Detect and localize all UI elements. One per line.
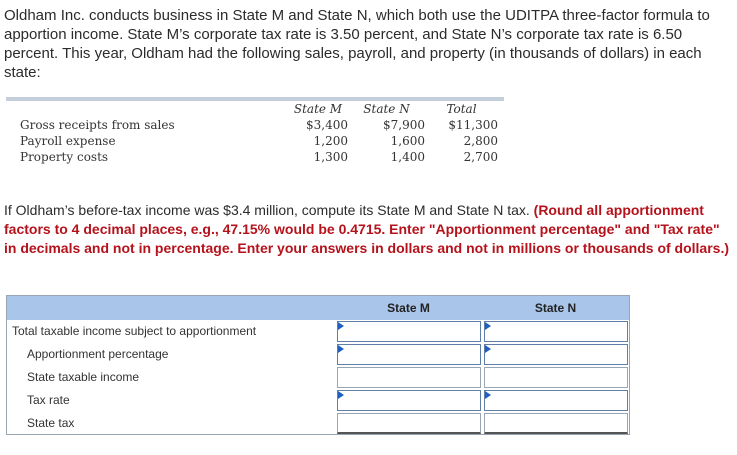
table-row: [6, 117, 504, 133]
total-taxable-income-state-m-input[interactable]: [337, 321, 481, 342]
state-taxable-income-state-n-cell: [484, 367, 628, 388]
cell-total: 2,800: [463, 134, 498, 148]
table-row: [6, 133, 504, 149]
row-label: Payroll expense: [20, 134, 116, 148]
state-taxable-income-state-m-cell: [337, 367, 481, 388]
cell-state-n: $7,900: [383, 118, 425, 132]
input-field[interactable]: [338, 391, 480, 410]
table-row: [6, 149, 504, 165]
computed-field: [338, 414, 480, 432]
row-label: Gross receipts from sales: [20, 118, 175, 132]
answer-col-header-state-n: State N: [534, 301, 577, 315]
cell-state-n: 1,400: [390, 150, 425, 164]
row-label: Tax rate: [27, 393, 70, 407]
apportionment-percentage-state-n-input[interactable]: [484, 344, 628, 365]
col-header-total: Total: [446, 102, 477, 116]
state-tax-state-m-cell: [337, 413, 481, 434]
answer-col-header-state-m: State M: [387, 301, 430, 315]
cell-total: $11,300: [448, 118, 498, 132]
apportionment-percentage-state-m-input[interactable]: [337, 344, 481, 365]
sales-payroll-property-table: [6, 97, 504, 165]
computed-field: [485, 368, 627, 387]
question-text: [4, 201, 734, 258]
row-label: State taxable income: [27, 370, 140, 384]
question-prompt: If Oldham’s before-tax income was $3.4 million, compute its State M and State N tax.: [4, 202, 534, 218]
row-label: Total taxable income subject to apportionment: [12, 324, 257, 338]
tax-rate-state-n-input[interactable]: [484, 390, 628, 411]
answer-table: [6, 295, 630, 435]
cell-state-m: 1,300: [313, 150, 348, 164]
answer-table-header: [7, 296, 629, 320]
cell-state-n: 1,600: [390, 134, 425, 148]
input-field[interactable]: [485, 345, 627, 364]
answer-row-state-tax: [7, 412, 629, 435]
rounding-instruction: (Round all apportionment factors to 4 decimal places, e.g., 47.15% would be 0.4715. Enter "Apportionment percentage" and "Tax rate" in decimals and not in percentage. Enter your answers in dollars and not in millions or thousands of dollars.): [4, 202, 730, 256]
total-taxable-income-state-n-input[interactable]: [484, 321, 628, 342]
answer-row-tax-rate: [7, 389, 629, 412]
row-label: Apportionment percentage: [27, 347, 169, 361]
row-label: State tax: [27, 416, 75, 430]
cell-state-m: 1,200: [313, 134, 348, 148]
computed-field: [485, 414, 627, 432]
col-header-state-n: State N: [363, 102, 410, 116]
answer-row-state-taxable-income: [7, 366, 629, 389]
input-field[interactable]: [338, 322, 480, 341]
input-field[interactable]: [338, 345, 480, 364]
answer-row-apportionment-percentage: [7, 343, 629, 366]
cell-state-m: $3,400: [306, 118, 348, 132]
input-field[interactable]: [485, 322, 627, 341]
tax-rate-state-m-input[interactable]: [337, 390, 481, 411]
computed-field: [338, 368, 480, 387]
cell-total: 2,700: [463, 150, 498, 164]
data-table-header: [6, 101, 504, 117]
col-header-state-m: State M: [293, 102, 343, 116]
row-label: Property costs: [20, 150, 109, 164]
answer-row-total-taxable-income: [7, 320, 629, 343]
problem-intro: Oldham Inc. conducts business in State M and State N, which both use the UDITPA three-factor formula to apportion income. State M’s corporate tax rate is 3.50 percent, and State N’s corporate tax rate is 6.50 percent. This year, Oldham had the following sales, payroll, and property (in thousands of dollars) in each state:: [4, 7, 710, 81]
state-tax-state-n-cell: [484, 413, 628, 434]
input-field[interactable]: [485, 391, 627, 410]
